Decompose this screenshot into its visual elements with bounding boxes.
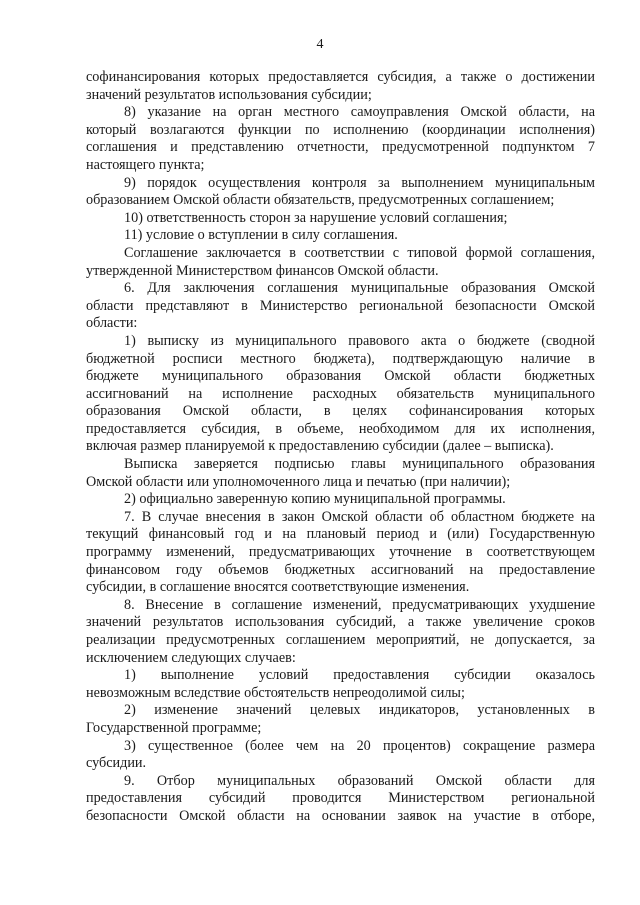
text-line: 7. В случае внесения в закон Омской области об областном бюджете на xyxy=(124,508,595,525)
document-body xyxy=(86,69,595,826)
text-line: предоставления субсидий проводится Министерством региональной xyxy=(86,790,595,807)
text-line: 10) ответственность сторон за нарушение условий соглашения; xyxy=(124,209,508,226)
text-line: включая размер планируемой к предоставлению субсидии (далее – выписка). xyxy=(86,438,554,455)
text-line: который возлагаются функции по исполнению (координации исполнения) xyxy=(86,121,595,138)
text-line: 9. Отбор муниципальных образований Омской области для xyxy=(124,772,595,789)
text-line: области представляют в Министерство региональной безопасности Омской xyxy=(86,297,595,314)
text-line: 1) выполнение условий предоставления субсидии оказалось xyxy=(124,667,595,684)
text-line: невозможным вследствие обстоятельств непреодолимой силы; xyxy=(86,684,465,701)
text-line: 3) существенное (более чем на 20 процентов) сокращение размера xyxy=(124,737,595,754)
text-line: исключением следующих случаев: xyxy=(86,649,296,666)
text-line: образования Омской области, в целях софинансирования которых xyxy=(86,403,595,420)
text-line: соглашения и представлению отчетности, предусмотренной подпунктом 7 xyxy=(86,139,595,156)
text-line: области: xyxy=(86,315,138,332)
text-line: Государственной программе; xyxy=(86,719,262,736)
text-line: Соглашение заключается в соответствии с типовой формой соглашения, xyxy=(124,244,595,261)
text-line: значений результатов использования субсидии; xyxy=(86,86,372,103)
page-number: 4 xyxy=(316,37,324,52)
text-line: 1) выписку из муниципального правового акта о бюджете (сводной xyxy=(124,332,595,349)
text-line: предоставляется субсидия, в объеме, необходимом для их исполнения, xyxy=(86,420,595,437)
text-line: 9) порядок осуществления контроля за выполнением муниципальным xyxy=(124,174,595,191)
text-line: субсидии, в соглашение вносятся соответствующие изменения. xyxy=(86,579,470,596)
text-line: значений результатов использования субсидий, а также увеличение сроков xyxy=(86,614,595,631)
text-line: 8. Внесение в соглашение изменений, предусматривающих ухудшение xyxy=(124,596,595,613)
text-line: бюджете муниципального образования Омской области бюджетных xyxy=(86,368,595,385)
text-line: финансовом году объемов бюджетных ассигнований на предоставление xyxy=(86,561,595,578)
text-line: текущий финансовый год и на плановый период и (или) Государственную xyxy=(86,526,595,543)
text-line: ассигнований на исполнение расходных обязательств муниципального xyxy=(86,385,595,402)
text-line: 6. Для заключения соглашения муниципальные образования Омской xyxy=(124,280,595,297)
text-line: образованием Омской области обязательств, предусмотренных соглашением; xyxy=(86,192,555,209)
text-line: 8) указание на орган местного самоуправления Омской области, на xyxy=(124,104,595,121)
text-line: утвержденной Министерством финансов Омской области. xyxy=(86,262,439,279)
text-line: софинансирования которых предоставляется субсидия, а также о достижении xyxy=(86,69,595,85)
text-line: безопасности Омской области на основании заявок на участие в отборе, xyxy=(86,807,595,824)
text-line: программу изменений, предусматривающих уточнение в соответствующем xyxy=(86,544,595,561)
text-line: 11) условие о вступлении в силу соглашения. xyxy=(124,227,398,244)
text-line: бюджетной росписи местного бюджета), подтверждающую наличие в xyxy=(86,350,595,367)
text-line: Выписка заверяется подписью главы муниципального образования xyxy=(124,456,595,473)
text-line: реализации предусмотренных соглашением мероприятий, не допускается, за xyxy=(86,632,595,648)
text-line: Омской области или уполномоченного лица и печатью (при наличии); xyxy=(86,473,511,490)
text-line: настоящего пункта; xyxy=(86,156,205,173)
text-line: субсидии. xyxy=(86,755,147,772)
text-line: 2) изменение значений целевых индикаторов, установленных в xyxy=(124,702,595,719)
text-line: 2) официально заверенную копию муниципальной программы. xyxy=(124,491,506,508)
